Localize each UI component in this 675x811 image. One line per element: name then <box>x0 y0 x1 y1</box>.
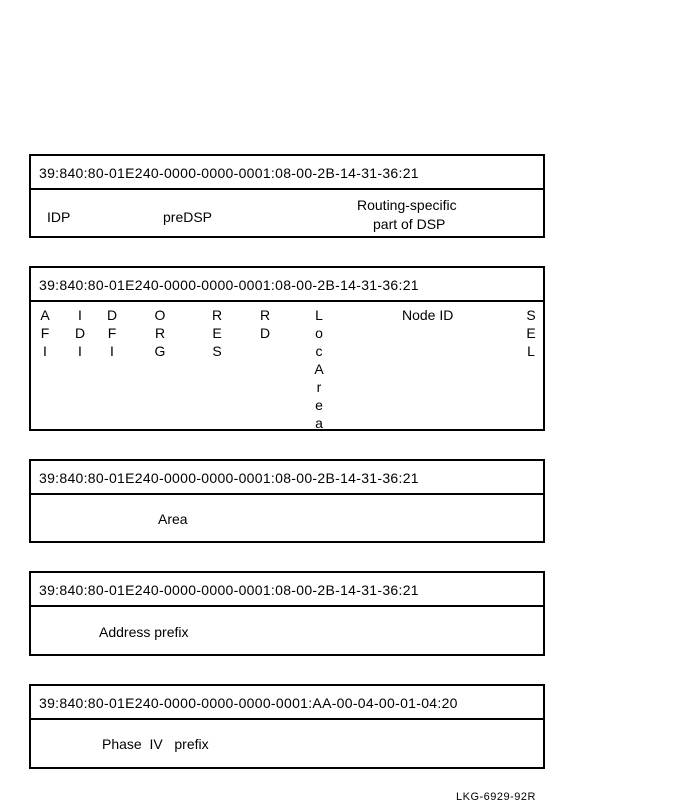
address-string: 39:840:80-01E240-0000-0000-0001:08-00-2B-14-31-36:21 <box>31 461 543 495</box>
address-panel-area <box>29 459 545 543</box>
address-panel-idp <box>29 154 545 238</box>
afi-field-label: A F I <box>40 307 50 359</box>
sel-field-label: S E L <box>526 307 536 359</box>
address-string: 39:840:80-01E240-0000-0000-0001:08-00-2B-14-31-36:21 <box>31 156 543 190</box>
org-field-label: O R G <box>154 307 166 359</box>
dfi-field-label: D F I <box>106 307 118 359</box>
phase-iv-prefix-label: Phase IV prefix <box>102 736 209 752</box>
area-label: Area <box>158 511 188 527</box>
predsp-label: preDSP <box>163 209 213 225</box>
address-panel-fields <box>29 266 545 431</box>
res-field-label: R E S <box>211 307 223 359</box>
address-panel-prefix <box>29 571 545 656</box>
idp-label: IDP <box>47 209 71 225</box>
address-string: 39:840:80-01E240-0000-0000-0001:08-00-2B-14-31-36:21 <box>31 573 543 607</box>
address-string: 39:840:80-01E240-0000-0000-0001:08-00-2B-14-31-36:21 <box>31 268 543 302</box>
idi-field-label: I D I <box>74 307 86 359</box>
address-prefix-label: Address prefix <box>99 624 189 640</box>
locarea-field-label: L o c A r e a <box>314 307 324 431</box>
routing-specific-label: Routing-specific <box>357 197 457 213</box>
part-of-dsp-label: part of DSP <box>373 216 446 232</box>
figure-id: LKG-6929-92R <box>456 791 536 803</box>
rd-field-label: R D <box>259 307 271 341</box>
address-panel-phase-iv <box>29 684 545 769</box>
address-string: 39:840:80-01E240-0000-0000-0000-0001:AA-00-04-00-01-04:20 <box>31 686 543 720</box>
node-id-field-label: Node ID <box>402 307 454 323</box>
